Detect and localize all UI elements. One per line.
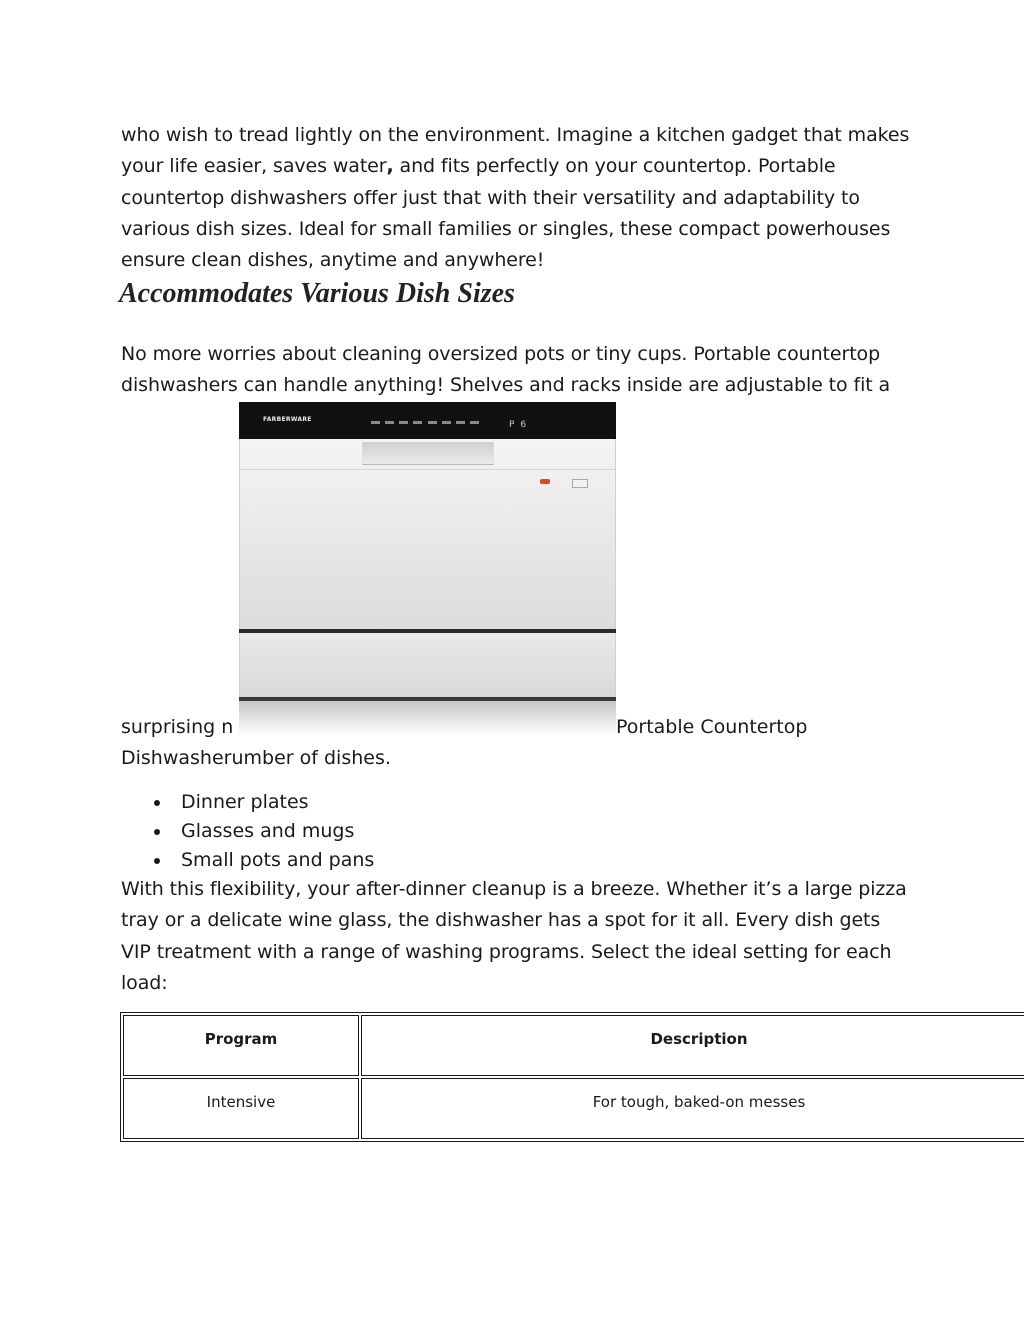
dishwasher-control-panel xyxy=(239,402,616,439)
dishwasher-door-line xyxy=(240,469,615,470)
list-item: Glasses and mugs xyxy=(121,817,374,846)
table-header-row xyxy=(123,1015,1024,1076)
dishwasher-indicator-light xyxy=(540,479,550,484)
section-heading: Accommodates Various Dish Sizes xyxy=(119,278,515,309)
dishwasher-door xyxy=(239,439,616,629)
program-table xyxy=(120,1012,1024,1142)
wrap-text-continued: Dishwasherumber of dishes. xyxy=(121,747,391,769)
dishwasher-image xyxy=(239,402,616,735)
closing-paragraph: With this flexibility, your after-dinner cleanup is a breeze. Whether it’s a large pizza tray or a delicate wine glass, the dishwasher has a spot for it all. Every dish gets VIP treatment with a range of washing programs. Select the ideal setting for each load: xyxy=(121,878,907,994)
table-header-program: Program xyxy=(123,1015,359,1076)
wrap-text-left: surprising n xyxy=(121,716,234,738)
intro-text-part1: who wish to tread lightly on the environment. Imagine a kitchen gadget that makes your life easier, saves water xyxy=(121,124,910,178)
section-paragraph: No more worries about cleaning oversized pots or tiny cups. Portable countertop dishwashers can handle anything! Shelves and racks inside are adjustable to fit a xyxy=(121,343,891,397)
dishwasher-handle xyxy=(362,442,494,465)
intro-bold-comma: , xyxy=(386,155,394,178)
dishwasher-program-buttons xyxy=(371,421,479,427)
dish-types-list xyxy=(121,788,374,875)
list-item: Small pots and pans xyxy=(121,846,374,875)
dishwasher-display: P6 xyxy=(509,420,533,430)
dishwasher-latch-icon xyxy=(572,479,588,488)
dishwasher-kickplate xyxy=(239,633,616,697)
table-row xyxy=(123,1078,1024,1139)
image-caption: Portable Countertop xyxy=(616,716,808,738)
table-header-description: Description xyxy=(361,1015,1024,1076)
intro-text-part2: and fits perfectly on your countertop. Portable countertop dishwashers offer just that with their versatility and adaptability to various dish sizes. Ideal for small families or singles, these compact powerhouses ensure clean dishes, anytime and anywhere! xyxy=(121,155,891,272)
dishwasher-reflection xyxy=(239,701,616,735)
dishwasher-brand-logo: FARBERWARE xyxy=(263,416,312,423)
table-cell-description: For tough, baked-on messes xyxy=(361,1078,1024,1139)
intro-paragraph xyxy=(121,120,911,276)
list-item: Dinner plates xyxy=(121,788,374,817)
table-cell-program: Intensive xyxy=(123,1078,359,1139)
